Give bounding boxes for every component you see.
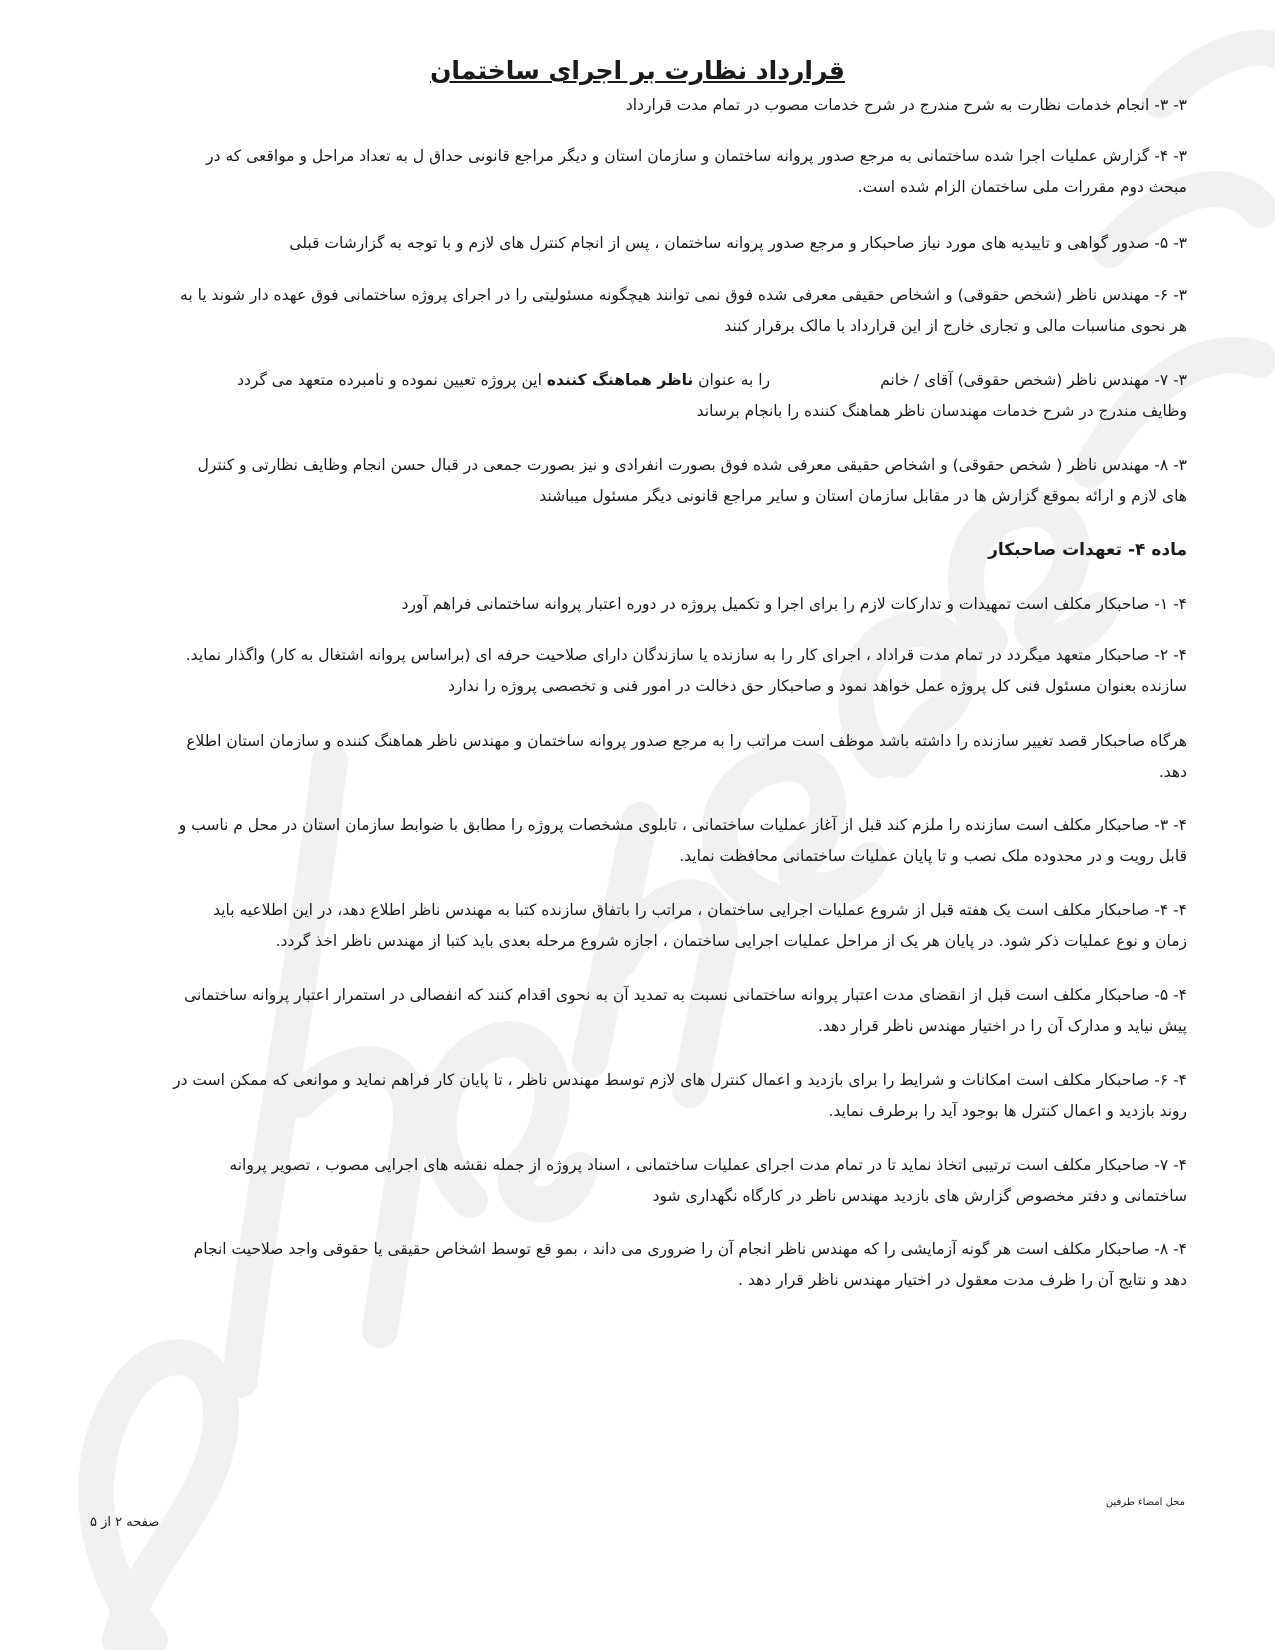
clause-line: دهد و نتایج آن را ظرف مدت معقول در اختیار مهندس ناظر قرار دهد . <box>738 1271 1187 1289</box>
clause-4-7 <box>87 1150 1187 1212</box>
clause-3-4 <box>87 141 1187 203</box>
clause-line: هر نحوی مناسبات مالی و تجاری خارج از این قرارداد با مالک برقرار کنند <box>724 317 1187 335</box>
clause-line: ۳- ۴- گزارش عملیات اجرا شده ساختمانی به مرجع صدور پروانه ساختمان و سازمان استان و دیگر مراجع قانونی حداق ل به تعداد مراحل و مواقعی که در <box>206 147 1187 165</box>
section-heading: ماده ۴- تعهدات صاحبکار <box>988 540 1187 560</box>
clause-line: ۴- ۶- صاحبکار مکلف است امکانات و شرایط را برای بازدید و اعمال کنترل های لازم توسط مهندس ناظر ، تا پایان کار فراهم نماید و موانعی که ممکن است در <box>173 1071 1187 1089</box>
clause-3-8 <box>87 450 1187 512</box>
clause-line: ۴- ۲- صاحبکار متعهد میگردد در تمام مدت قراداد ، اجرای کار را به سازنده یا سازندگان دارای صلاحیت حرفه ای (براساس پروانه اشتغال به کار) واگذار نماید. <box>185 646 1187 664</box>
clause-line: ۳- ۶- مهندس ناظر (شخص حقوقی) و اشخاص حقیقی معرفی شده فوق نمی توانند هیچگونه مسئولیتی را در اجرای پروژه ساختمانی فوق عهده دار شوند یا به <box>180 286 1187 304</box>
clause-line: ۴- ۷- صاحبکار مکلف است ترتیبی اتخاذ نماید تا در تمام مدت اجرای عملیات ساختمانی ، اسناد پروژه از جمله نقشه های اجرایی مصوب ، تصویر پروانه <box>229 1156 1187 1174</box>
clause-line: قابل رویت و در محدوده ملک نصب و تا پایان عملیات ساختمانی محافظت نماید. <box>679 847 1187 865</box>
clause-4-5 <box>87 980 1187 1042</box>
clause-line: زمان و نوع عملیات ذکر شود. در پایان هر یک از مراحل عملیات اجرایی ساختمان ، اجازه شروع مرحله بعدی باید کتبا از مهندس ناظر اخذ گردد. <box>275 932 1187 950</box>
clause-line: مبحث دوم مقررات ملی ساختمان الزام شده است. <box>857 178 1187 196</box>
clause-line: پیش نیاید و مدارک آن را در اختیار مهندس ناظر قرار دهد. <box>817 1017 1187 1035</box>
clause-line: ۳- ۳- انجام خدمات نظارت به شرح مندرج در شرح خدمات مصوب در تمام مدت قرارداد <box>625 96 1187 114</box>
clause-4-2 <box>87 640 1187 702</box>
clause-3-5 <box>87 228 1187 259</box>
clause-3-6 <box>87 280 1187 342</box>
clause-line: های لازم و ارائه بموقع گزارش ها در مقابل سازمان استان و سایر مراجع قانونی دیگر مسئول میباشند <box>539 487 1187 505</box>
clause-4-8 <box>87 1234 1187 1296</box>
clause-line: روند بازدید و اعمال کنترل ها بوجود آید را برطرف نماید. <box>828 1102 1187 1120</box>
page-number: صفحه ۲ از ۵ <box>90 1515 160 1530</box>
clause-3-3 <box>87 90 1187 121</box>
clause-3-7-part-a: ۳- ۷- مهندس ناظر (شخص حقوقی) آقای / خانم <box>880 371 1187 389</box>
coordinating-supervisor-term: ناظر هماهنگ کننده <box>546 371 694 389</box>
clause-line: ۴- ۵- صاحبکار مکلف است قبل از انقضای مدت اعتبار پروانه ساختمانی نسبت به تمدید آن به نحوی اقدام کنند که انفصالی در استمرار اعتبار پروانه ساختمانی <box>184 986 1187 1004</box>
clause-line: ۳- ۸- مهندس ناظر ( شخص حقوقی) و اشخاص حقیقی معرفی شده فوق بصورت انفرادی و نیز بصورت جمعی در قبال حسن انجام وظایف نظارتی و کنترل <box>197 456 1187 474</box>
clause-4-2-note <box>87 726 1187 788</box>
clause-line: هرگاه صاحبکار قصد تغییر سازنده را داشته باشد موظف است مراتب را به مرجع صدور پروانه ساختمان و مهندس ناظر هماهنگ کننده و سازمان استان اطلاع <box>186 732 1187 750</box>
clause-line: ۳- ۵- صدور گواهی و تاییدیه های مورد نیاز صاحبکار و مرجع صدور پروانه ساختمان ، پس از انجام کنترل های لازم و با توجه به گزارشات قبلی <box>289 234 1187 252</box>
clause-3-7-part-b: را به عنوان <box>698 371 771 389</box>
clause-line: سازنده بعنوان مسئول فنی کل پروژه عمل خواهد نمود و صاحبکار حق دخالت در امور فنی و تخصصی پروژه را ندارد <box>447 677 1187 695</box>
clause-4-1 <box>87 589 1187 620</box>
clause-4-3 <box>87 810 1187 872</box>
clause-3-7 <box>87 365 1187 427</box>
clause-line: وظایف مندرج در شرح خدمات مهندسان ناظر هماهنگ کننده را بانجام برساند <box>696 402 1187 420</box>
clause-4-4 <box>87 895 1187 957</box>
clause-line: ۴- ۱- صاحبکار مکلف است تمهیدات و تدارکات لازم را برای اجرا و تکمیل پروژه در دوره اعتبار پروانه ساختمانی فراهم آورد <box>401 595 1187 613</box>
signature-label: محل امضاء طرفین <box>1105 1497 1185 1508</box>
clause-3-7-part-c: این پروژه تعیین نموده و نامبرده متعهد می گردد <box>237 371 542 389</box>
clause-line: ۴- ۴- صاحبکار مکلف است یک هفته قبل از شروع عملیات اجرایی ساختمان ، مراتب را باتفاق سازنده کتبا به مهندس ناظر اطلاع دهد، در این اطلاعیه باید <box>213 901 1187 919</box>
clause-line: ۴- ۸- صاحبکار مکلف است هر گونه آزمایشی را که مهندس ناظر انجام آن را ضروری می داند ، بمو قع توسط اشخاص حقیقی یا حقوقی واجد صلاحیت انجام <box>193 1240 1187 1258</box>
document-title: قرارداد نظارت بر اجرای ساختمان <box>430 56 845 85</box>
clause-line: ساختمانی و دفتر مخصوص گزارش های بازدید مهندس ناظر در کارگاه نگهداری شود <box>652 1187 1187 1205</box>
clause-line: دهد. <box>1158 763 1187 781</box>
clause-line <box>87 365 1187 396</box>
clause-line: ۴- ۳- صاحبکار مکلف است سازنده را ملزم کند قبل از آغاز عملیات ساختمانی ، تابلوی مشخصات پروژه را مطابق با ضوابط سازمان استان در محل م ناسب و <box>178 816 1187 834</box>
clause-4-6 <box>87 1065 1187 1127</box>
